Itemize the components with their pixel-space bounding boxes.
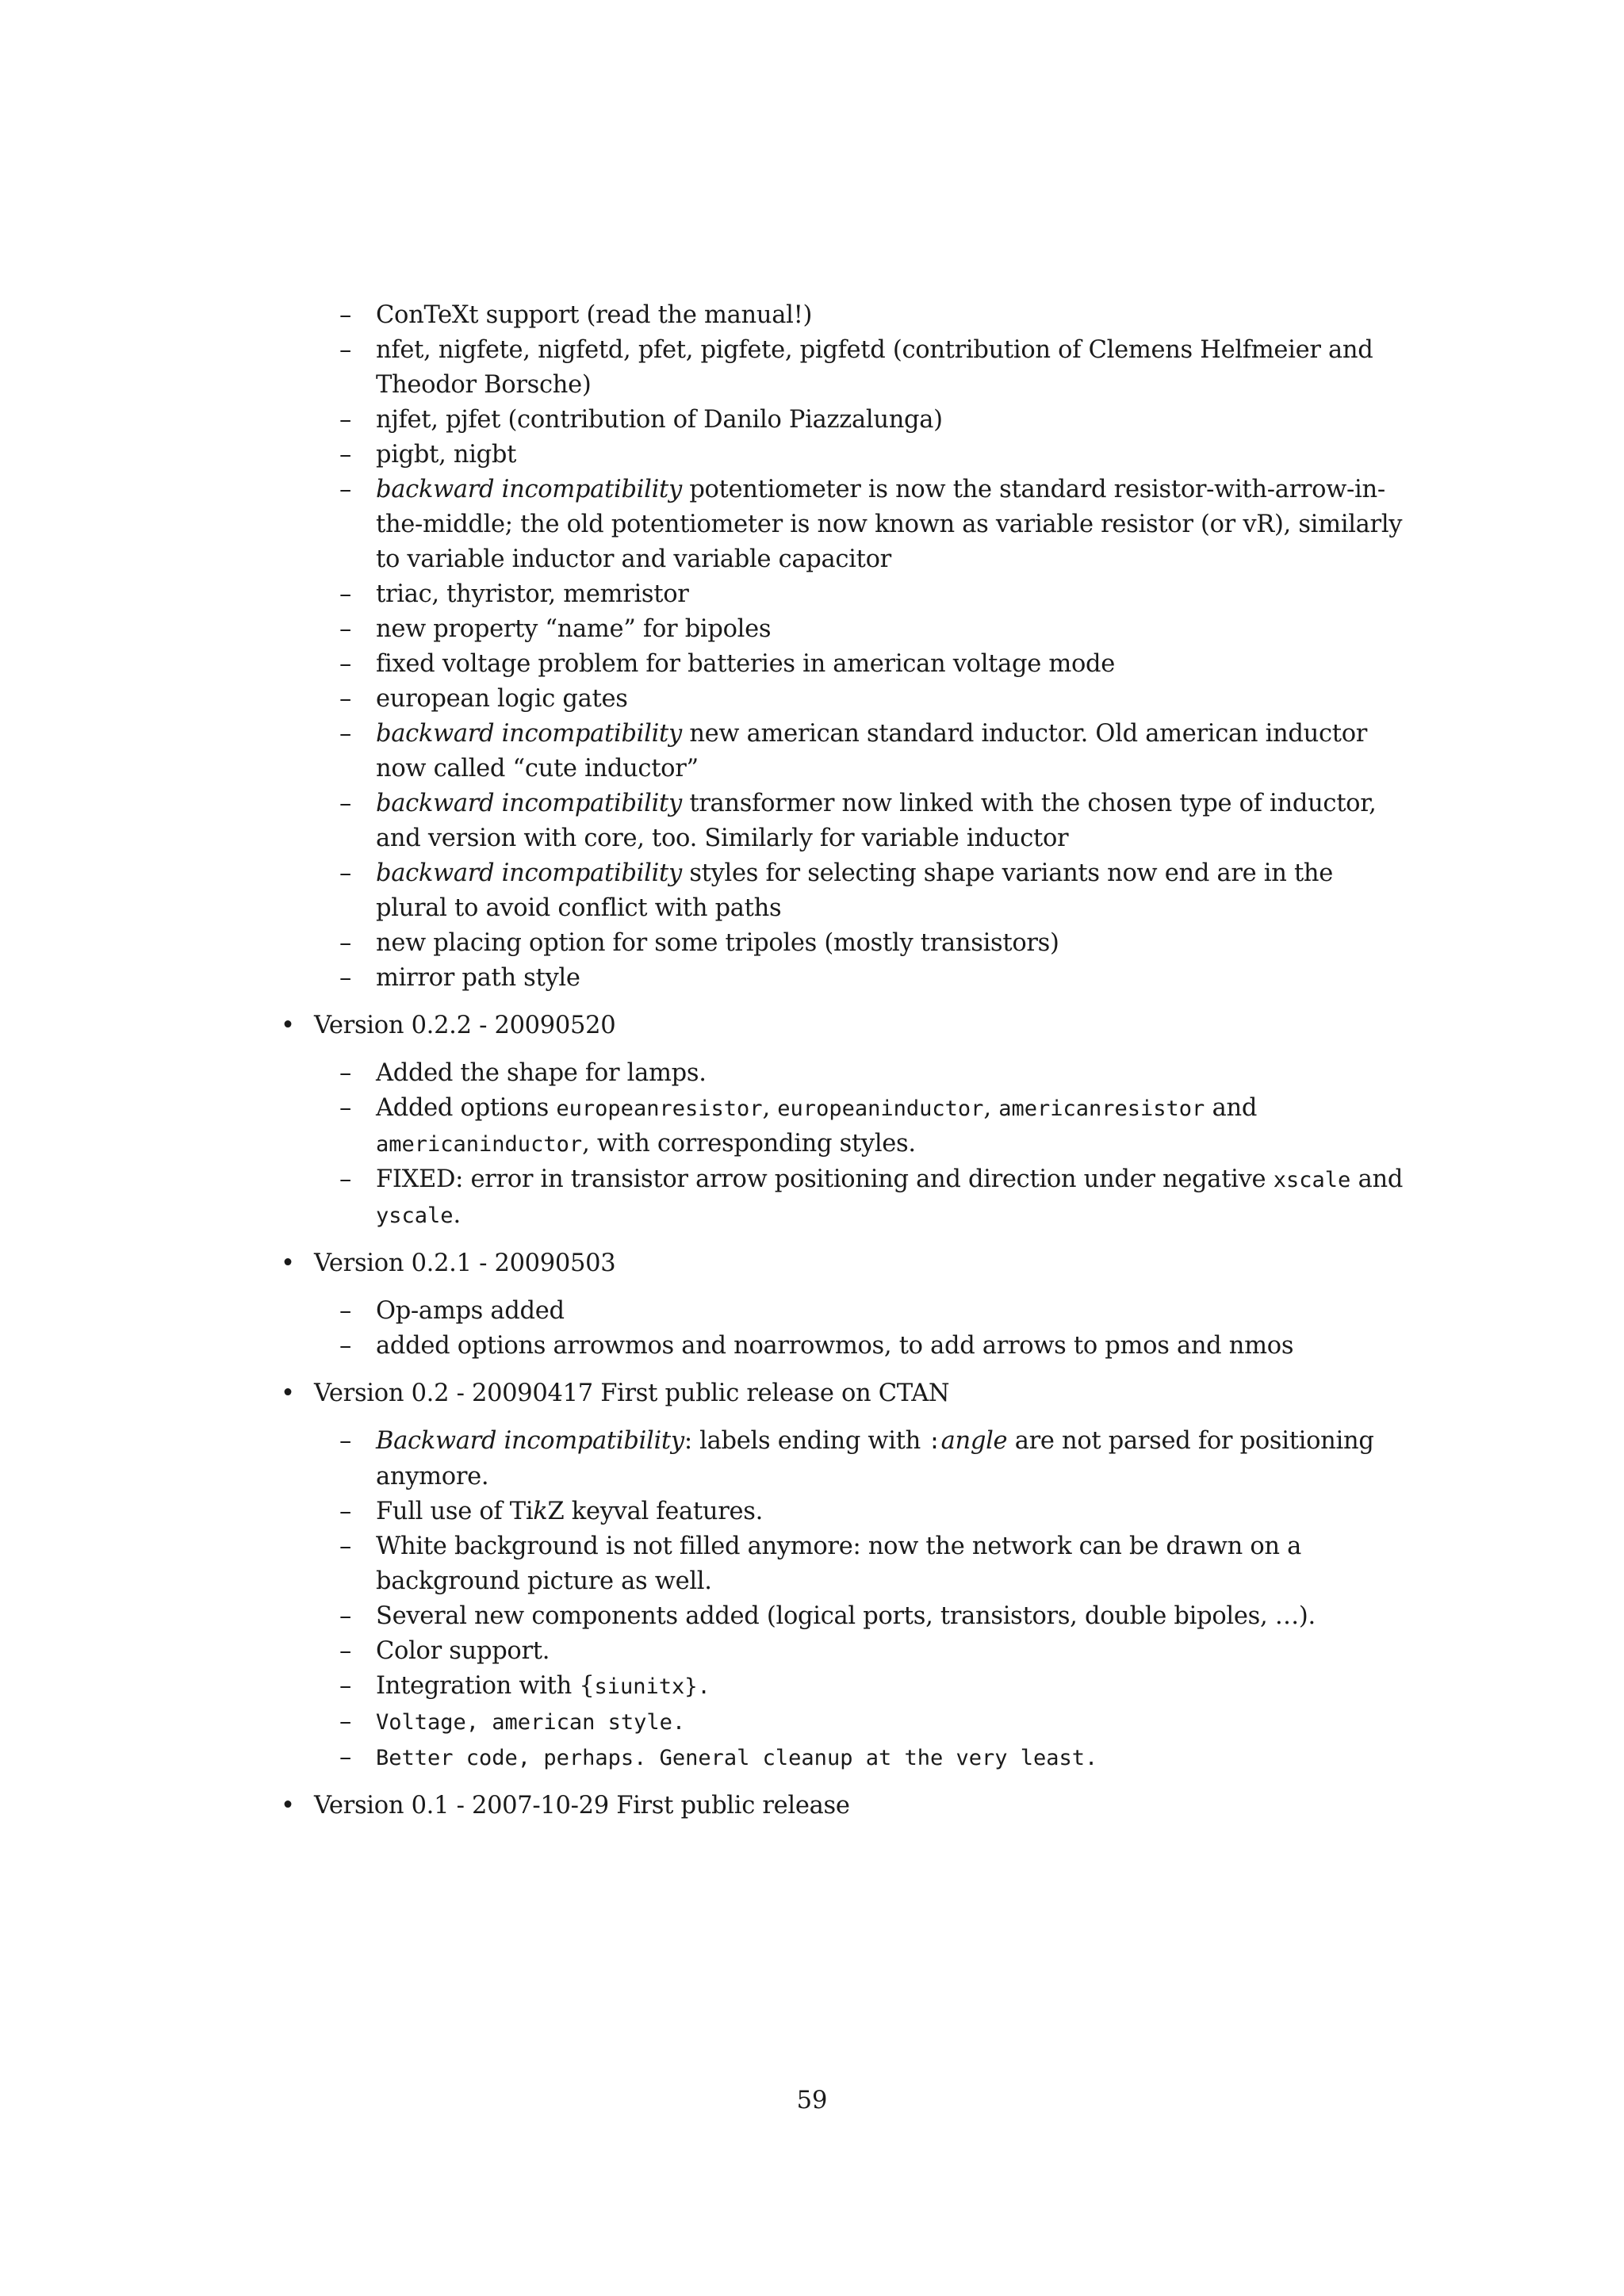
code-option: siunitx}. (594, 1674, 710, 1699)
emphasis: Backward incompatibility (376, 1427, 684, 1455)
list-item: – backward incompatibility potentiometer is now the standard resistor-with-arrow-in-the-middle; the old potentiometer is now known as variable resistor (or vR), similarly to variable inductor and variable capacitor (376, 473, 1407, 577)
version-0-2-2-entry (281, 1008, 1407, 1043)
list-item: – triac, thyristor, memristor (376, 577, 1407, 612)
code-text: Voltage, american style. (376, 1710, 686, 1735)
list-item: – pigbt, nigbt (376, 438, 1407, 473)
version-heading: Version 0.2.1 - 20090503 (314, 1249, 616, 1277)
changelog-top-list (281, 298, 1407, 996)
list-item: – White background is not filled anymore: now the network can be drawn on a background picture as well. (376, 1529, 1407, 1599)
list-item: – Backward incompatibility: labels ending with :angle are not parsed for positioning anymore. (376, 1424, 1407, 1494)
list-item: – Color support. (376, 1634, 1407, 1669)
emphasis: backward incompatibility (376, 720, 682, 748)
code-option: americanresistor (998, 1096, 1205, 1121)
list-item: – mirror path style (376, 961, 1407, 996)
list-item (376, 1740, 1407, 1776)
list-item: – njfet, pjfet (contribution of Danilo Piazzalunga) (376, 403, 1407, 438)
list-item: – Added the shape for lamps. (376, 1056, 1407, 1091)
list-item: – Several new components added (logical ports, transistors, double bipoles, …). (376, 1599, 1407, 1634)
changelog-content (281, 298, 1407, 1823)
list-item: – new property “name” for bipoles (376, 612, 1407, 647)
emphasis: k (533, 1498, 548, 1525)
page-number: 59 (796, 2087, 828, 2114)
code-option: xscale (1273, 1168, 1351, 1192)
list-item: – ConTeXt support (read the manual!) (376, 298, 1407, 333)
version-heading: Version 0.1 - 2007-10-29 First public release (314, 1792, 850, 1820)
list-item: – backward incompatibility transformer now linked with the chosen type of inductor, and version with core, too. Similarly for variable inductor (376, 786, 1407, 856)
list-item: – new placing option for some tripoles (mostly transistors) (376, 926, 1407, 961)
code-option: europeaninductor (777, 1096, 984, 1121)
list-item: – european logic gates (376, 682, 1407, 717)
code-option: americaninductor (376, 1132, 583, 1157)
version-0-2-1-list (281, 1294, 1407, 1364)
list-item: – backward incompatibility styles for selecting shape variants now end are in the plural to avoid conflict with paths (376, 856, 1407, 926)
version-heading: Version 0.2.2 - 20090520 (314, 1012, 616, 1039)
list-item: – Integration with {siunitx}. (376, 1669, 1407, 1705)
version-0-2-1-entry (281, 1246, 1407, 1281)
list-item (376, 1705, 1407, 1740)
version-0-2-list (281, 1424, 1407, 1776)
code-option: : (928, 1429, 941, 1454)
list-item: – added options arrowmos and noarrowmos, to add arrows to pmos and nmos (376, 1329, 1407, 1364)
code-option: yscale (376, 1203, 454, 1228)
code-option: europeanresistor (556, 1096, 763, 1121)
emphasis: backward incompatibility (376, 790, 682, 817)
list-item: – backward incompatibility new american standard inductor. Old american inductor now called “cute inductor” (376, 717, 1407, 786)
emphasis: backward incompatibility (376, 859, 682, 887)
version-heading: Version 0.2 - 20090417 First public release on CTAN (314, 1380, 950, 1407)
version-0-2-2-list (281, 1056, 1407, 1234)
list-item: – FIXED: error in transistor arrow positioning and direction under negative xscale and yscale. (376, 1162, 1407, 1234)
emphasis: angle (940, 1427, 1008, 1455)
list-item: – Op-amps added (376, 1294, 1407, 1329)
version-0-2-entry (281, 1376, 1407, 1411)
emphasis: backward incompatibility (376, 476, 682, 503)
list-item: – Added options europeanresistor, europeaninductor, americanresistor and americaninductor, with corresponding styles. (376, 1091, 1407, 1162)
code-text: Better code, perhaps. General cleanup at the very least. (376, 1746, 1098, 1770)
list-item: – fixed voltage problem for batteries in american voltage mode (376, 647, 1407, 682)
list-item: – nfet, nigfete, nigfetd, pfet, pigfete, pigfetd (contribution of Clemens Helfmeier and Theodor Borsche) (376, 333, 1407, 403)
version-0-1-entry (281, 1789, 1407, 1823)
list-item: – Full use of TikZ keyval features. (376, 1494, 1407, 1529)
